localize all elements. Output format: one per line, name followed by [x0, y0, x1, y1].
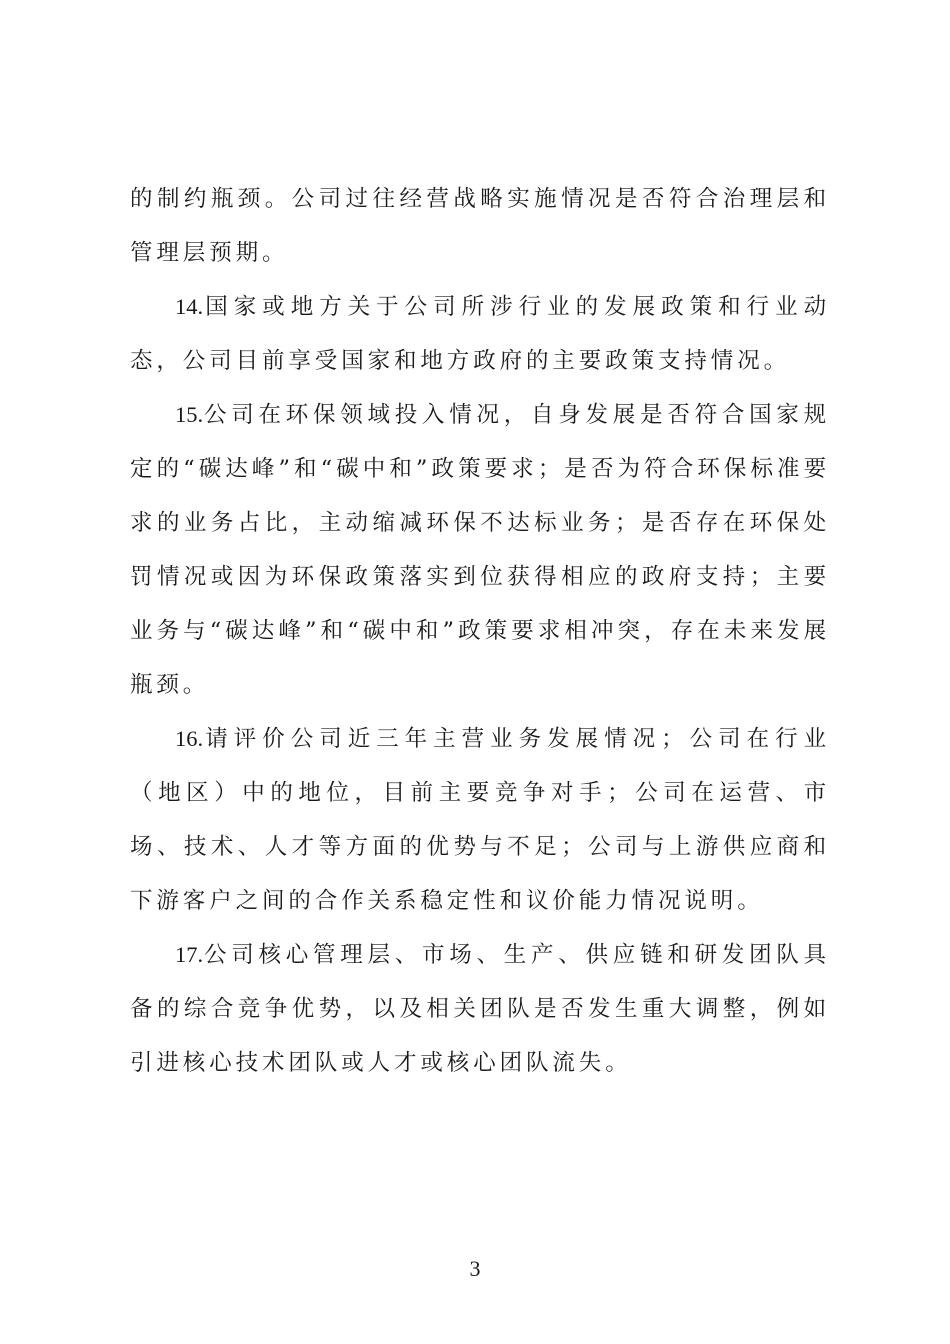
paragraph-text: 公司在环保领域投入情况，自身发展是否符合国家规定的“碳达峰”和“碳中和”政策要求；是否为符合环保标准要求的业务占比，主动缩减环保不达标业务；是否存在环保处罚情况或因为环保政策落实到位获得相应的政府支持；主要业务与“碳达峰”和“碳中和”政策要求相冲突，存在未来发展瓶颈。	[130, 402, 830, 698]
item-number: 16.	[175, 726, 204, 751]
paragraph-item-16	[130, 712, 830, 928]
paragraph-item-14	[130, 280, 830, 388]
item-number: 17.	[175, 942, 204, 967]
paragraph-text: 公司核心管理层、市场、生产、供应链和研发团队具备的综合竞争优势，以及相关团队是否发生重大调整，例如引进核心技术团队或人才或核心团队流失。	[130, 942, 830, 1076]
page-number: 3	[469, 1256, 481, 1281]
item-number: 15.	[175, 402, 204, 427]
paragraph-text: 的制约瓶颈。公司过往经营战略实施情况是否符合治理层和管理层预期。	[130, 186, 830, 266]
paragraph-continued	[130, 172, 830, 280]
paragraph-text: 国家或地方关于公司所涉行业的发展政策和行业动态，公司目前享受国家和地方政府的主要政策支持情况。	[130, 294, 830, 374]
paragraph-text: 请评价公司近三年主营业务发展情况；公司在行业（地区）中的地位，目前主要竞争对手；公司在运营、市场、技术、人才等方面的优势与不足；公司与上游供应商和下游客户之间的合作关系稳定性和议价能力情况说明。	[130, 726, 830, 914]
document-body	[130, 172, 830, 1090]
item-number: 14.	[175, 294, 204, 319]
paragraph-item-15	[130, 388, 830, 712]
paragraph-item-17	[130, 928, 830, 1090]
